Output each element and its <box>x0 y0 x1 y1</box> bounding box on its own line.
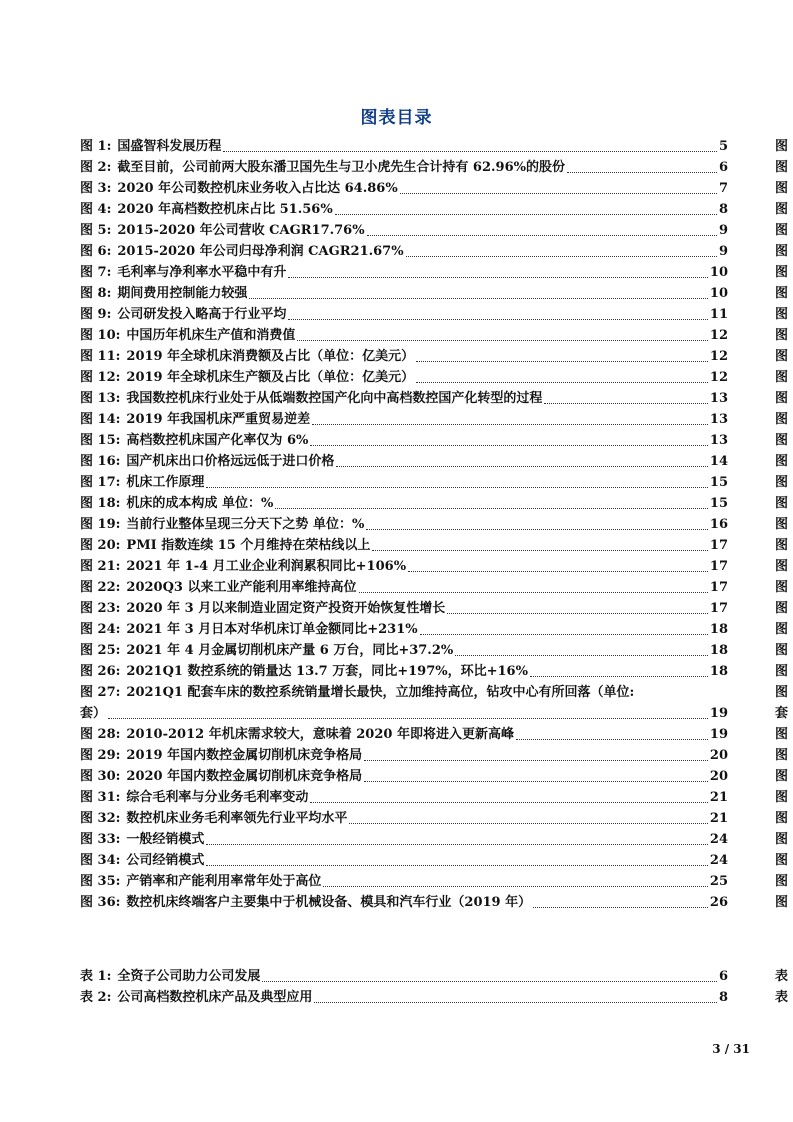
figure-page: 20 <box>709 769 728 784</box>
figure-page: 17 <box>709 601 728 616</box>
figure-page: 19 <box>709 727 728 742</box>
side-fragment: 图 <box>775 559 789 574</box>
side-fragment: 图 <box>775 601 789 616</box>
figure-label: 图 16: <box>80 454 121 469</box>
figure-entry[interactable] <box>80 178 728 199</box>
figure-label: 图 26: <box>80 664 121 679</box>
figure-title: 期间费用控制能力较强 <box>117 286 248 301</box>
figure-label: 图 32: <box>80 811 121 826</box>
figure-label: 图 20: <box>80 538 121 553</box>
figure-page: 16 <box>709 517 728 532</box>
side-fragment: 图 <box>775 685 789 700</box>
figure-page: 17 <box>709 538 728 553</box>
figure-leader-dots <box>310 444 708 446</box>
figure-page: 21 <box>709 790 728 805</box>
figure-label: 图 8: <box>80 286 112 301</box>
figure-leader-dots <box>364 780 708 782</box>
figure-page: 17 <box>709 580 728 595</box>
figure-title: 公司研发投入略高于行业平均 <box>117 307 287 322</box>
table-label: 表 1: <box>80 969 112 984</box>
figure-leader-dots <box>447 612 708 614</box>
figure-page: 13 <box>709 433 728 448</box>
figure-leader-dots <box>455 654 708 656</box>
figure-entry[interactable] <box>80 871 728 892</box>
figure-entry[interactable] <box>80 451 728 472</box>
side-fragment: 图 <box>775 664 789 679</box>
figure-page: 10 <box>709 286 728 301</box>
figure-title: 2021Q1 配套车床的数控系统销量增长最快，立加维持高位，钻攻中心有所回落（单位: <box>126 685 635 700</box>
figure-leader-dots <box>406 255 717 257</box>
figure-entry[interactable] <box>80 892 728 913</box>
figure-title: 2015-2020 年公司归母净利润 CAGR21.67% <box>117 244 404 259</box>
figure-leader-dots <box>335 213 717 215</box>
figure-label: 图 13: <box>80 391 121 406</box>
figure-label: 图 24: <box>80 622 121 637</box>
figure-leader-dots <box>516 738 708 740</box>
figure-entry[interactable] <box>80 745 728 766</box>
side-fragment: 图 <box>775 475 789 490</box>
figure-title: 数控机床业务毛利率领先行业平均水平 <box>126 811 348 826</box>
figure-leader-dots <box>408 570 708 572</box>
side-fragment: 图 <box>775 202 789 217</box>
figure-title: PMI 指数连续 15 个月维持在荣枯线以上 <box>126 538 371 553</box>
figure-label: 图 10: <box>80 328 121 343</box>
figure-entry[interactable] <box>80 136 728 157</box>
figure-title: 毛利率与净利率水平稳中有升 <box>117 265 287 280</box>
figure-label: 图 18: <box>80 496 121 511</box>
figure-title: 高档数控机床国产化率仅为 6% <box>126 433 309 448</box>
figure-title: 2020 年国内数控金属切削机床竞争格局 <box>126 769 363 784</box>
figure-title: 国产机床出口价格远远低于进口价格 <box>126 454 335 469</box>
figure-label: 图 11: <box>80 349 121 364</box>
side-fragment: 图 <box>775 580 789 595</box>
side-fragment: 图 <box>775 181 789 196</box>
figure-page: 24 <box>709 832 728 847</box>
figure-leader-dots <box>275 507 708 509</box>
figure-entry[interactable] <box>80 199 728 220</box>
figure-page: 5 <box>718 139 728 154</box>
figure-entry[interactable] <box>80 577 728 598</box>
figure-page: 25 <box>709 874 728 889</box>
figure-page: 20 <box>709 748 728 763</box>
figure-label: 图 23: <box>80 601 121 616</box>
figure-title: 一般经销模式 <box>126 832 205 847</box>
figure-entry[interactable] <box>80 283 728 304</box>
figure-page: 14 <box>709 454 728 469</box>
figure-leader-dots <box>223 150 717 152</box>
side-fragment: 图 <box>775 622 789 637</box>
side-fragment: 图 <box>775 748 789 763</box>
figure-leader-dots <box>206 864 707 866</box>
figure-entry[interactable] <box>80 367 728 388</box>
figure-label: 图 19: <box>80 517 121 532</box>
figure-title: 2010-2012 年机床需求较大，意味着 2020 年即将进入更新高峰 <box>126 727 514 742</box>
figure-entry[interactable] <box>80 241 728 262</box>
figure-entry[interactable] <box>80 598 728 619</box>
figure-page: 10 <box>709 265 728 280</box>
figure-label: 图 29: <box>80 748 121 763</box>
figure-entry[interactable] <box>80 388 728 409</box>
figure-leader-dots <box>349 822 707 824</box>
figure-entry-line <box>80 682 728 703</box>
figure-leader-dots <box>416 381 708 383</box>
figure-leader-dots <box>420 633 708 635</box>
figure-leader-dots <box>312 423 708 425</box>
figure-label: 图 30: <box>80 769 121 784</box>
table-leader-dots <box>262 980 717 982</box>
figure-entry[interactable] <box>80 220 728 241</box>
figure-label: 图 28: <box>80 727 121 742</box>
figure-page: 24 <box>709 853 728 868</box>
figure-entry[interactable] <box>80 682 728 724</box>
side-fragment: 图 <box>775 790 789 805</box>
figure-title: 机床工作原理 <box>126 475 205 490</box>
figure-page: 18 <box>709 664 728 679</box>
figure-page: 6 <box>718 160 728 175</box>
side-fragment: 图 <box>775 727 789 742</box>
figure-label: 图 3: <box>80 181 112 196</box>
figure-title: 中国历年机床生产值和消费值 <box>126 328 296 343</box>
figure-leader-dots <box>249 297 708 299</box>
figure-entry[interactable] <box>80 787 728 808</box>
figure-page: 8 <box>718 202 728 217</box>
figure-entry[interactable] <box>80 430 728 451</box>
side-fragment: 图 <box>775 139 789 154</box>
figure-page: 9 <box>718 244 728 259</box>
figure-title: 机床的成本构成 单位：% <box>126 496 274 511</box>
figure-title: 产销率和产能利用率常年处于高位 <box>126 874 322 889</box>
side-fragment: 图 <box>775 244 789 259</box>
figure-title-cont: 套） <box>80 706 107 721</box>
figure-leader-dots <box>367 234 717 236</box>
figure-title: 2020Q3 以来工业产能利用率维持高位 <box>126 580 357 595</box>
figure-title: 2019 年全球机床生产额及占比（单位：亿美元） <box>126 370 415 385</box>
table-page: 6 <box>718 969 728 984</box>
figure-title: 截至目前，公司前两大股东潘卫国先生与卫小虎先生合计持有 62.96%的股份 <box>117 160 565 175</box>
figure-entry-line <box>80 703 728 724</box>
figure-leader-dots <box>372 549 708 551</box>
figure-leader-dots <box>297 339 707 341</box>
figure-entry[interactable] <box>80 346 728 367</box>
side-fragment: 表 <box>775 990 789 1005</box>
side-fragment: 图 <box>775 391 789 406</box>
side-fragment: 图 <box>775 496 789 511</box>
figure-title: 国盛智科发展历程 <box>117 139 222 154</box>
figure-title: 我国数控机床行业处于从低端数控国产化向中高档数控国产化转型的过程 <box>126 391 543 406</box>
figure-page: 9 <box>718 223 728 238</box>
table-title: 全资子公司助力公司发展 <box>117 969 261 984</box>
figure-entry[interactable] <box>80 556 728 577</box>
figure-entry[interactable] <box>80 472 728 493</box>
side-fragment: 图 <box>775 832 789 847</box>
figure-page: 11 <box>709 307 728 322</box>
figure-leader-dots <box>416 360 708 362</box>
table-leader-dots <box>314 1001 717 1003</box>
figure-page: 15 <box>709 475 728 490</box>
figure-label: 图 22: <box>80 580 121 595</box>
figure-leader-dots <box>533 906 708 908</box>
figure-label: 图 1: <box>80 139 112 154</box>
figure-leader-dots <box>567 171 717 173</box>
side-fragment: 图 <box>775 895 789 910</box>
figure-entry[interactable] <box>80 661 728 682</box>
figure-label: 图 12: <box>80 370 121 385</box>
figure-leader-dots <box>544 402 707 404</box>
figure-list <box>80 136 728 913</box>
figure-leader-dots <box>288 276 708 278</box>
side-fragment: 图 <box>775 538 789 553</box>
figure-entry[interactable] <box>80 157 728 178</box>
figure-leader-dots <box>359 591 708 593</box>
figure-page: 13 <box>709 412 728 427</box>
figure-entry[interactable] <box>80 325 728 346</box>
figure-entry[interactable] <box>80 619 728 640</box>
side-fragment: 图 <box>775 412 789 427</box>
figure-title: 2019 年我国机床严重贸易逆差 <box>126 412 311 427</box>
next-column-fragment-tables <box>775 966 793 1008</box>
figure-page: 17 <box>709 559 728 574</box>
table-entry[interactable] <box>80 987 728 1008</box>
side-fragment: 图 <box>775 853 789 868</box>
figure-title: 2021 年 1-4 月工业企业利润累积同比+106% <box>126 559 407 574</box>
figure-title: 2019 年全球机床消费额及占比（单位：亿美元） <box>126 349 415 364</box>
figure-entry[interactable] <box>80 808 728 829</box>
side-fragment: 图 <box>775 265 789 280</box>
side-fragment: 图 <box>775 433 789 448</box>
figure-label: 图 21: <box>80 559 121 574</box>
page-title: 图表目录 <box>360 108 433 128</box>
figure-label: 图 7: <box>80 265 112 280</box>
figure-title: 2020 年公司数控机床业务收入占比达 64.86% <box>117 181 398 196</box>
figure-title: 公司经销模式 <box>126 853 205 868</box>
figure-leader-dots <box>206 843 707 845</box>
side-fragment: 图 <box>775 874 789 889</box>
figure-title: 2021 年 3 月日本对华机床订单金额同比+231% <box>126 622 418 637</box>
figure-title: 2021Q1 数控系统的销量达 13.7 万套，同比+197%，环比+16% <box>126 664 528 679</box>
figure-leader-dots <box>400 192 717 194</box>
figure-page: 15 <box>709 496 728 511</box>
figure-label: 图 34: <box>80 853 121 868</box>
figure-entry[interactable] <box>80 493 728 514</box>
figure-label: 图 17: <box>80 475 121 490</box>
side-fragment: 图 <box>775 643 789 658</box>
table-entry[interactable] <box>80 966 728 987</box>
figure-label: 图 15: <box>80 433 121 448</box>
figure-title: 数控机床终端客户主要集中于机械设备、模具和汽车行业（2019 年） <box>126 895 532 910</box>
figure-leader-dots <box>288 318 708 320</box>
figure-leader-dots <box>108 717 708 719</box>
side-fragment: 图 <box>775 811 789 826</box>
table-page: 8 <box>718 990 728 1005</box>
figure-leader-dots <box>206 486 707 488</box>
next-column-fragment <box>775 136 793 913</box>
figure-label: 图 2: <box>80 160 112 175</box>
side-fragment: 图 <box>775 349 789 364</box>
figure-entry[interactable] <box>80 304 728 325</box>
figure-label: 图 4: <box>80 202 112 217</box>
figure-entry[interactable] <box>80 409 728 430</box>
figure-entry[interactable] <box>80 514 728 535</box>
figure-entry[interactable] <box>80 766 728 787</box>
figure-label: 图 9: <box>80 307 112 322</box>
figure-leader-dots <box>366 528 708 530</box>
figure-title: 2021 年 4 月金属切削机床产量 6 万台，同比+37.2% <box>126 643 454 658</box>
figure-title: 2015-2020 年公司营收 CAGR17.76% <box>117 223 365 238</box>
side-fragment: 图 <box>775 286 789 301</box>
figure-leader-dots <box>336 465 707 467</box>
figure-title: 2020 年高档数控机床占比 51.56% <box>117 202 333 217</box>
figure-label: 图 36: <box>80 895 121 910</box>
figure-page: 12 <box>709 328 728 343</box>
side-fragment: 图 <box>775 769 789 784</box>
side-fragment: 图 <box>775 517 789 532</box>
figure-page: 19 <box>709 706 728 721</box>
figure-leader-dots <box>323 885 707 887</box>
figure-page: 13 <box>709 391 728 406</box>
figure-entry[interactable] <box>80 829 728 850</box>
figure-entry[interactable] <box>80 535 728 556</box>
figure-entry[interactable] <box>80 724 728 745</box>
side-fragment: 图 <box>775 160 789 175</box>
figure-title: 综合毛利率与分业务毛利率变动 <box>126 790 309 805</box>
side-fragment: 图 <box>775 454 789 469</box>
figure-label: 图 5: <box>80 223 112 238</box>
figure-leader-dots <box>364 759 708 761</box>
figure-page: 12 <box>709 370 728 385</box>
figure-label: 图 14: <box>80 412 121 427</box>
figure-title: 2019 年国内数控金属切削机床竞争格局 <box>126 748 363 763</box>
figure-label: 图 6: <box>80 244 112 259</box>
figure-page: 26 <box>709 895 728 910</box>
page-number: 3 / 31 <box>712 1042 750 1056</box>
side-fragment: 图 <box>775 223 789 238</box>
side-fragment: 图 <box>775 307 789 322</box>
figure-title: 2020 年 3 月以来制造业固定资产投资开始恢复性增长 <box>126 601 446 616</box>
side-fragment: 套 <box>775 706 789 721</box>
figure-page: 18 <box>709 622 728 637</box>
table-list <box>80 966 728 1008</box>
figure-label: 图 25: <box>80 643 121 658</box>
side-fragment: 图 <box>775 328 789 343</box>
figure-title: 当前行业整体呈现三分天下之势 单位：% <box>126 517 365 532</box>
figure-page: 18 <box>709 643 728 658</box>
figure-leader-dots <box>310 801 707 803</box>
figure-label: 图 35: <box>80 874 121 889</box>
side-fragment: 表 <box>775 969 789 984</box>
figure-label: 图 27: <box>80 685 121 700</box>
figure-label: 图 33: <box>80 832 121 847</box>
figure-page: 12 <box>709 349 728 364</box>
figure-entry[interactable] <box>80 262 728 283</box>
figure-leader-dots <box>530 675 708 677</box>
figure-page: 7 <box>718 181 728 196</box>
figure-label: 图 31: <box>80 790 121 805</box>
figure-entry[interactable] <box>80 640 728 661</box>
table-title: 公司高档数控机床产品及典型应用 <box>117 990 313 1005</box>
side-fragment: 图 <box>775 370 789 385</box>
figure-page: 21 <box>709 811 728 826</box>
table-label: 表 2: <box>80 990 112 1005</box>
figure-entry[interactable] <box>80 850 728 871</box>
